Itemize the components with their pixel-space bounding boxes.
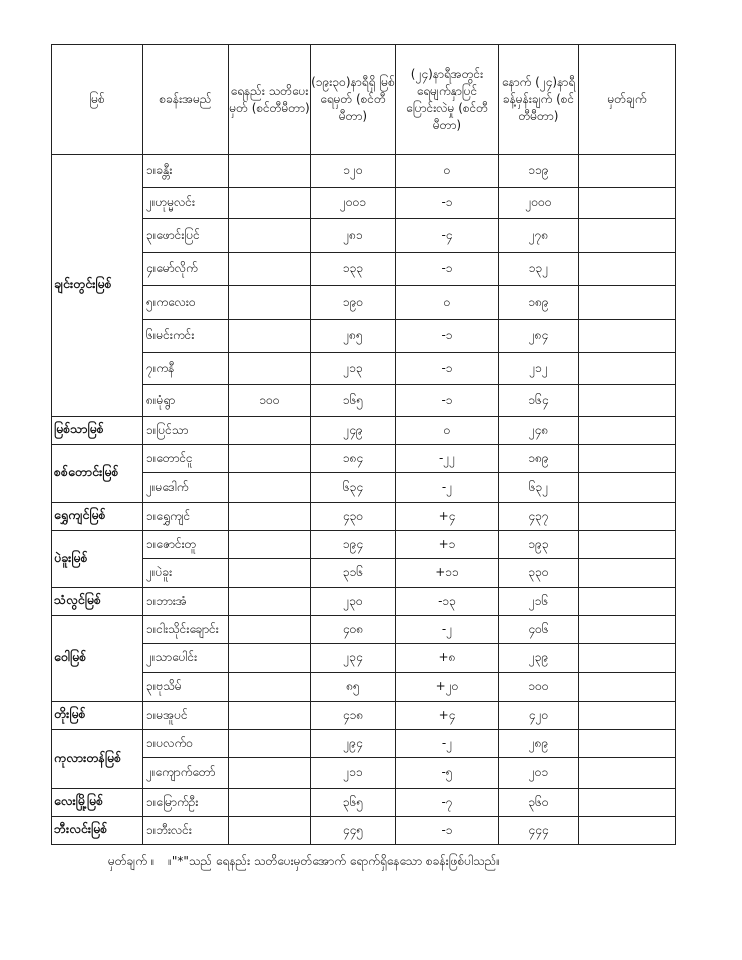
station-name: ၇။ကနီ xyxy=(143,353,229,385)
forecast-level: ၁၁၉ xyxy=(499,155,579,188)
forecast-level: ၄၀၆ xyxy=(499,616,579,644)
forecast-level: ၆၃၂ xyxy=(499,473,579,503)
warning-level: ၁၀၀ xyxy=(229,385,311,417)
current-level: ၁၈၄ xyxy=(311,445,396,473)
table-row xyxy=(52,253,676,286)
river-name: စစ်တောင်းမြစ် xyxy=(52,445,143,503)
warning-level xyxy=(229,188,311,219)
current-level: ၂၃၀ xyxy=(311,588,396,616)
current-level: ၄၃၀ xyxy=(311,503,396,531)
station-name: ၂။ပဲခူး xyxy=(143,559,229,588)
current-level: ၄၁၈ xyxy=(311,702,396,730)
level-change: -၁ xyxy=(396,188,499,219)
warning-level xyxy=(229,702,311,730)
table-row xyxy=(52,616,676,644)
warning-level xyxy=(229,155,311,188)
forecast-level: ၂၈၉ xyxy=(499,730,579,758)
warning-level xyxy=(229,320,311,353)
warning-level xyxy=(229,730,311,758)
warning-level xyxy=(229,758,311,789)
river-name: ပဲခူးမြစ် xyxy=(52,531,143,588)
station-name: ၂။သာပေါင်း xyxy=(143,644,229,673)
table-row xyxy=(52,730,676,758)
station-name: ၁။ခန္တီး xyxy=(143,155,229,188)
current-level: ၁၃၃ xyxy=(311,253,396,286)
remarks-cell xyxy=(579,188,676,219)
header-river: မြစ် xyxy=(52,45,143,155)
station-name: ၅။ကလေးဝ xyxy=(143,286,229,320)
header-warning-level: ရေနည်း သတိပေးမှတ် (စင်တီမီတာ) xyxy=(229,45,311,155)
forecast-level: ၂၀၀၀ xyxy=(499,188,579,219)
table-row xyxy=(52,673,676,702)
level-change: -၁၃ xyxy=(396,588,499,616)
current-level: ၂၉၄ xyxy=(311,730,396,758)
river-name: မြစ်သာမြစ် xyxy=(52,417,143,445)
header-forecast: နောက် (၂၄)နာရီ ခန့်မှန်းချက် (စင်တီမီတာ) xyxy=(499,45,579,155)
forecast-level: ၁၀၀ xyxy=(499,673,579,702)
remarks-cell xyxy=(579,320,676,353)
header-current-level: (၁၉း၃၀)နာရီရှိ မြစ်ရေမှတ် (စင်တီမီတာ) xyxy=(311,45,396,155)
forecast-level: ၄၄၄ xyxy=(499,817,579,845)
warning-level xyxy=(229,559,311,588)
table-row xyxy=(52,531,676,559)
station-name: ၁။တောင်ငူ xyxy=(143,445,229,473)
level-change: ၀ xyxy=(396,155,499,188)
current-level: ၁၆၅ xyxy=(311,385,396,417)
water-level-table xyxy=(51,44,676,845)
table-row xyxy=(52,702,676,730)
remarks-cell xyxy=(579,253,676,286)
station-name: ၁။မအူပင် xyxy=(143,702,229,730)
river-name: ချင်းတွင်းမြစ် xyxy=(52,155,143,417)
table-row xyxy=(52,188,676,219)
table-row xyxy=(52,155,676,188)
warning-level xyxy=(229,353,311,385)
level-change: +၁၁ xyxy=(396,559,499,588)
current-level: ၄၄၅ xyxy=(311,817,396,845)
station-name: ၁။မြောက်ဦး xyxy=(143,789,229,817)
remarks-cell xyxy=(579,644,676,673)
level-change: -၂ xyxy=(396,730,499,758)
warning-level xyxy=(229,503,311,531)
current-level: ၂၃၄ xyxy=(311,644,396,673)
level-change: +၁ xyxy=(396,531,499,559)
station-name: ၃။ဖောင်းပြင် xyxy=(143,219,229,253)
current-level: ၂၈၅ xyxy=(311,320,396,353)
current-level: ၂၈၁ xyxy=(311,219,396,253)
table-row xyxy=(52,417,676,445)
forecast-level: ၄၃၇ xyxy=(499,503,579,531)
station-name: ၁။ဘားအံ xyxy=(143,588,229,616)
river-name: သံလွင်မြစ် xyxy=(52,588,143,616)
footnote xyxy=(108,853,510,871)
current-level: ၄၀၈ xyxy=(311,616,396,644)
remarks-cell xyxy=(579,385,676,417)
current-level: ၆၃၄ xyxy=(311,473,396,503)
river-name: ရွှေကျင်မြစ် xyxy=(52,503,143,531)
level-change: -၁ xyxy=(396,817,499,845)
remarks-cell xyxy=(579,588,676,616)
level-change: -၁ xyxy=(396,320,499,353)
footnote-text: ။"*"သည် ရေနည်း သတိပေးမှတ်အောက် ရောက်ရှိနေသော စခန်းဖြစ်ပါသည်။ xyxy=(168,854,500,868)
forecast-level: ၄၂၀ xyxy=(499,702,579,730)
table-row xyxy=(52,817,676,845)
level-change: +၄ xyxy=(396,503,499,531)
table-row xyxy=(52,789,676,817)
table-body xyxy=(52,155,676,845)
table-row xyxy=(52,758,676,789)
header-remarks: မှတ်ချက် xyxy=(579,45,676,155)
remarks-cell xyxy=(579,758,676,789)
current-level: ၁၂၀ xyxy=(311,155,396,188)
warning-level xyxy=(229,219,311,253)
current-level: ၂၁၁ xyxy=(311,758,396,789)
current-level: ၈၅ xyxy=(311,673,396,702)
station-name: ၆။မင်းကင်း xyxy=(143,320,229,353)
remarks-cell xyxy=(579,673,676,702)
forecast-level: ၂၄၈ xyxy=(499,417,579,445)
current-level: ၂၄၉ xyxy=(311,417,396,445)
river-name: ကုလားတန်မြစ် xyxy=(52,730,143,789)
warning-level xyxy=(229,616,311,644)
remarks-cell xyxy=(579,503,676,531)
footnote-label: မှတ်ချက် ။ xyxy=(108,854,155,868)
warning-level xyxy=(229,789,311,817)
warning-level xyxy=(229,588,311,616)
table-row xyxy=(52,644,676,673)
level-change: ၀ xyxy=(396,286,499,320)
level-change: -၁ xyxy=(396,353,499,385)
level-change: -၂ xyxy=(396,616,499,644)
current-level: ၂၀၀၁ xyxy=(311,188,396,219)
remarks-cell xyxy=(579,702,676,730)
station-name: ၄။မော်လိုက် xyxy=(143,253,229,286)
forecast-level: ၂၈၄ xyxy=(499,320,579,353)
warning-level xyxy=(229,817,311,845)
table-row xyxy=(52,559,676,588)
level-change: -၅ xyxy=(396,758,499,789)
level-change: +၂၀ xyxy=(396,673,499,702)
forecast-level: ၂၃၉ xyxy=(499,644,579,673)
remarks-cell xyxy=(579,616,676,644)
river-name: ဘီးလင်းမြစ် xyxy=(52,817,143,845)
forecast-level: ၁၆၄ xyxy=(499,385,579,417)
header-24h-change: (၂၄)နာရီအတွင်း ရေမျက်နှာပြင် ပြောင်းလဲမှု (စင်တီမီတာ) xyxy=(396,45,499,155)
table-row xyxy=(52,588,676,616)
table-row xyxy=(52,385,676,417)
table-row xyxy=(52,445,676,473)
remarks-cell xyxy=(579,417,676,445)
station-name: ၁။ရွှေကျင် xyxy=(143,503,229,531)
warning-level xyxy=(229,673,311,702)
forecast-level: ၁၈၉ xyxy=(499,445,579,473)
forecast-level: ၃၃၀ xyxy=(499,559,579,588)
station-name: ၂။မဒေါက် xyxy=(143,473,229,503)
remarks-cell xyxy=(579,155,676,188)
river-name: လေးမြို့မြစ် xyxy=(52,789,143,817)
remarks-cell xyxy=(579,730,676,758)
table-row xyxy=(52,320,676,353)
remarks-cell xyxy=(579,531,676,559)
station-name: ၁။ငါးသိုင်းချောင်း xyxy=(143,616,229,644)
forecast-level: ၂၇၈ xyxy=(499,219,579,253)
remarks-cell xyxy=(579,286,676,320)
remarks-cell xyxy=(579,817,676,845)
level-change: ၀ xyxy=(396,417,499,445)
header-station: စခန်းအမည် xyxy=(143,45,229,155)
warning-level xyxy=(229,253,311,286)
forecast-level: ၂၁၂ xyxy=(499,353,579,385)
forecast-level: ၁၃၂ xyxy=(499,253,579,286)
forecast-level: ၂၁၆ xyxy=(499,588,579,616)
forecast-level: ၂၀၁ xyxy=(499,758,579,789)
station-name: ၁။ဘီးလင်း xyxy=(143,817,229,845)
current-level: ၃၆၅ xyxy=(311,789,396,817)
table-row xyxy=(52,286,676,320)
station-name: ၃။ဗုသိမ် xyxy=(143,673,229,702)
forecast-level: ၁၈၉ xyxy=(499,286,579,320)
level-change: -၂ xyxy=(396,473,499,503)
level-change: +၄ xyxy=(396,702,499,730)
table-row xyxy=(52,353,676,385)
current-level: ၂၁၃ xyxy=(311,353,396,385)
remarks-cell xyxy=(579,445,676,473)
remarks-cell xyxy=(579,789,676,817)
level-change: -၁ xyxy=(396,385,499,417)
remarks-cell xyxy=(579,353,676,385)
warning-level xyxy=(229,445,311,473)
forecast-level: ၁၉၃ xyxy=(499,531,579,559)
level-change: -၇ xyxy=(396,789,499,817)
current-level: ၁၉၄ xyxy=(311,531,396,559)
river-name: ဝေါမြစ် xyxy=(52,616,143,702)
station-name: ၂။ကျောက်တော် xyxy=(143,758,229,789)
level-change: -၂၂ xyxy=(396,445,499,473)
forecast-level: ၃၆၀ xyxy=(499,789,579,817)
warning-level xyxy=(229,417,311,445)
table-row xyxy=(52,219,676,253)
warning-level xyxy=(229,531,311,559)
remarks-cell xyxy=(579,219,676,253)
remarks-cell xyxy=(579,559,676,588)
warning-level xyxy=(229,644,311,673)
level-change: +၈ xyxy=(396,644,499,673)
remarks-cell xyxy=(579,473,676,503)
current-level: ၃၁၆ xyxy=(311,559,396,588)
warning-level xyxy=(229,286,311,320)
level-change: -၄ xyxy=(396,219,499,253)
station-name: ၂။ဟုမ္မလင်း xyxy=(143,188,229,219)
table-row xyxy=(52,503,676,531)
station-name: ၈။မုံရွာ xyxy=(143,385,229,417)
station-name: ၁။ပြင်သာ xyxy=(143,417,229,445)
level-change: -၁ xyxy=(396,253,499,286)
station-name: ၁။ဇောင်းတူ xyxy=(143,531,229,559)
river-name: တိုးမြစ် xyxy=(52,702,143,730)
station-name: ၁။ပလက်ဝ xyxy=(143,730,229,758)
table-row xyxy=(52,473,676,503)
warning-level xyxy=(229,473,311,503)
current-level: ၁၉၀ xyxy=(311,286,396,320)
